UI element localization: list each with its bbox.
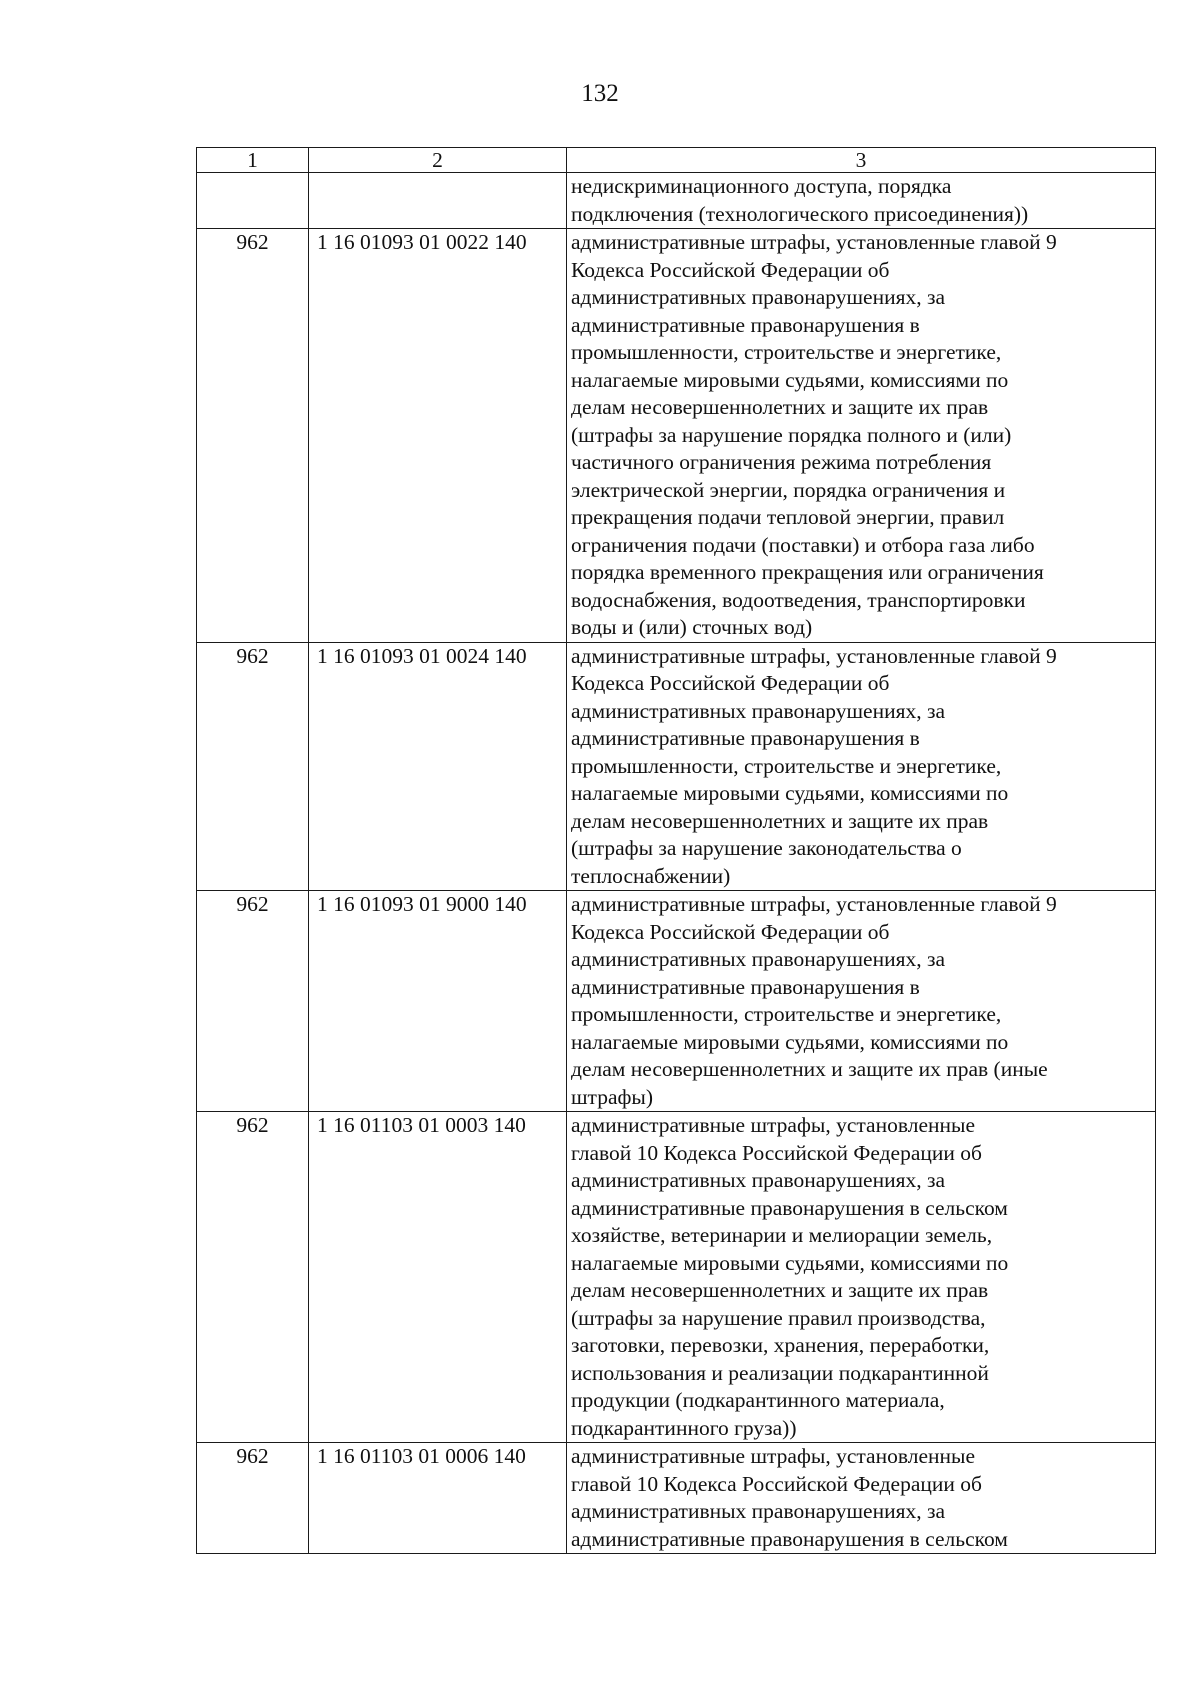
description-line: прекращения подачи тепловой энергии, правил — [571, 505, 1005, 529]
budget-classification-code-cell: 1 16 01103 01 0006 140 — [309, 1443, 567, 1554]
description-line: заготовки, перевозки, хранения, переработки, — [571, 1333, 990, 1357]
description-line: административные штрафы, установленные главой 9 — [571, 892, 1057, 916]
description-line: теплоснабжении) — [571, 863, 731, 888]
description-line: Кодекса Российской Федерации об — [571, 919, 890, 944]
budget-classification-code-cell: 1 16 01103 01 0003 140 — [309, 1112, 567, 1443]
table-header-row — [197, 148, 1156, 173]
description-line: порядка временного прекращения или ограничения — [571, 560, 1044, 584]
description-line: промышленности, строительстве и энергетике, — [571, 340, 1002, 364]
description-line: (штрафы за нарушение порядка полного и (или) — [571, 422, 1012, 447]
column-header-1: 1 — [197, 148, 309, 173]
table-row — [197, 1112, 1156, 1443]
description-line: административные штрафы, установленные главой 9 — [571, 230, 1057, 254]
table-row — [197, 173, 1156, 229]
description-line: административных правонарушениях, за — [571, 285, 946, 309]
description-line: частичного ограничения режима потребления — [571, 450, 992, 474]
administrator-code-cell: 962 — [197, 891, 309, 1112]
administrator-code-cell: 962 — [197, 642, 309, 891]
description-cell — [567, 1443, 1156, 1554]
page-number: 132 — [581, 80, 619, 107]
description-cell — [567, 891, 1156, 1112]
column-header-3: 3 — [567, 148, 1156, 173]
description-cell — [567, 173, 1156, 229]
description-line: налагаемые мировыми судьями, комиссиями по — [571, 1250, 1009, 1275]
description-line: административные штрафы, установленные — [571, 1113, 975, 1137]
description-line: налагаемые мировыми судьями, комиссиями по — [571, 781, 1009, 805]
description-line: административные штрафы, установленные главой 9 — [571, 643, 1057, 668]
description-line: главой 10 Кодекса Российской Федерации об — [571, 1471, 982, 1496]
description-line: хозяйстве, ветеринарии и мелиорации земель, — [571, 1223, 993, 1247]
description-line: административных правонарушениях, за — [571, 1168, 946, 1192]
budget-classification-code-cell — [309, 173, 567, 229]
description-line: административные правонарушения в сельском — [571, 1526, 1008, 1551]
table-row — [197, 229, 1156, 643]
description-line: штрафы) — [571, 1084, 654, 1109]
description-line: водоснабжения, водоотведения, транспортировки — [571, 587, 1026, 612]
description-line: ограничения подачи (поставки) и отбора газа либо — [571, 532, 1035, 557]
budget-codes-table — [196, 147, 1156, 1554]
description-line: подкарантинного груза)) — [571, 1415, 797, 1440]
description-line: административные правонарушения в — [571, 974, 920, 999]
description-line: административные правонарушения в — [571, 312, 920, 337]
description-line: административные правонарушения в сельском — [571, 1195, 1008, 1220]
description-cell — [567, 642, 1156, 891]
description-line: продукции (подкарантинного материала, — [571, 1388, 945, 1412]
description-line: Кодекса Российской Федерации об — [571, 671, 890, 695]
table-row — [197, 642, 1156, 891]
description-line: подключения (технологического присоединения)) — [571, 201, 1029, 226]
description-line: делам несовершеннолетних и защите их прав (иные — [571, 1057, 1048, 1081]
description-line: налагаемые мировыми судьями, комиссиями по — [571, 1029, 1009, 1054]
description-line: административные правонарушения в — [571, 726, 920, 750]
budget-classification-code-cell: 1 16 01093 01 0022 140 — [309, 229, 567, 643]
table-row — [197, 891, 1156, 1112]
description-line: административных правонарушениях, за — [571, 947, 946, 971]
description-line: электрической энергии, порядка ограничения и — [571, 477, 1006, 502]
administrator-code-cell — [197, 173, 309, 229]
administrator-code-cell: 962 — [197, 1112, 309, 1443]
description-line: административных правонарушениях, за — [571, 698, 946, 723]
table-row — [197, 1443, 1156, 1554]
description-line: (штрафы за нарушение законодательства о — [571, 836, 962, 860]
description-line: (штрафы за нарушение правил производства, — [571, 1305, 986, 1330]
description-line: делам несовершеннолетних и защите их прав — [571, 808, 989, 833]
administrator-code-cell: 962 — [197, 1443, 309, 1554]
description-line: промышленности, строительстве и энергетике, — [571, 753, 1002, 778]
description-line: административные штрафы, установленные — [571, 1444, 975, 1468]
description-line: делам несовершеннолетних и защите их прав — [571, 395, 989, 419]
description-line: недискриминационного доступа, порядка — [571, 174, 952, 198]
description-cell — [567, 1112, 1156, 1443]
budget-classification-code-cell: 1 16 01093 01 9000 140 — [309, 891, 567, 1112]
description-line: воды и (или) сточных вод) — [571, 615, 813, 639]
description-line: делам несовершеннолетних и защите их прав — [571, 1278, 989, 1302]
description-line: налагаемые мировыми судьями, комиссиями по — [571, 367, 1009, 392]
description-cell — [567, 229, 1156, 643]
table-body — [197, 173, 1156, 1554]
column-header-2: 2 — [309, 148, 567, 173]
description-line: Кодекса Российской Федерации об — [571, 257, 890, 282]
description-line: промышленности, строительстве и энергетике, — [571, 1002, 1002, 1026]
administrator-code-cell: 962 — [197, 229, 309, 643]
description-line: использования и реализации подкарантинной — [571, 1360, 989, 1385]
budget-classification-code-cell: 1 16 01093 01 0024 140 — [309, 642, 567, 891]
description-line: административных правонарушениях, за — [571, 1499, 946, 1523]
description-line: главой 10 Кодекса Российской Федерации об — [571, 1140, 982, 1165]
